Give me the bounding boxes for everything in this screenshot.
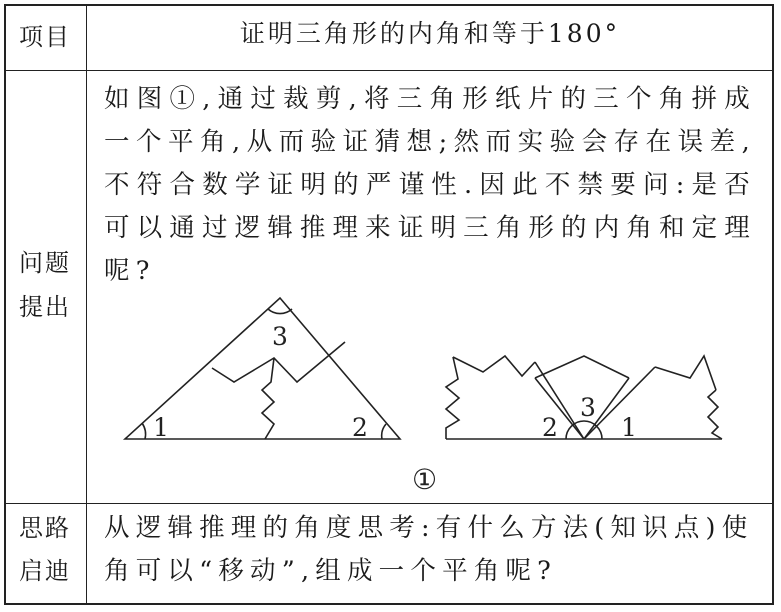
right-angle-1-label: 1 [621, 413, 637, 442]
left-angle-3-label: 3 [272, 322, 288, 351]
right-angle-3-label: 3 [580, 393, 596, 422]
problem-label-line2: 提出 [19, 293, 71, 321]
figure-caption: ① [412, 463, 438, 496]
problem-label-line1: 问题 [19, 249, 71, 277]
right-right-zigzag [708, 390, 722, 439]
header-title: 证明三角形的内角和等于180° [239, 19, 621, 48]
left-cut-zigzag [262, 358, 274, 439]
left-angle3-arc [268, 309, 292, 314]
left-angle2-arc [382, 424, 386, 439]
right-left-top [453, 356, 535, 376]
right-middle-top [535, 356, 629, 378]
right-angle-2-label: 2 [542, 413, 558, 442]
problem-text: 如图①,通过裁剪,将三角形纸片的三个角拼成一个平角,从而验证猜想;然而实验会存在误差,不符合数学证明的严谨性.因此不禁要问:是否可以通过逻辑推理来证明三角形的内角和定理呢? [104, 84, 756, 286]
hint-label-line1: 思路 [19, 514, 71, 542]
hint-label-line2: 启迪 [19, 557, 71, 585]
header-label: 项目 [19, 23, 71, 51]
left-angle1-arc [142, 423, 146, 439]
right-right-top [655, 356, 716, 390]
right-left-zigzag [446, 357, 459, 439]
hint-text: 从逻辑推理的角度思考:有什么方法(知识点)使角可以“移动”,组成一个平角呢? [104, 513, 754, 586]
left-angle-2-label: 2 [352, 413, 368, 442]
left-angle-1-label: 1 [153, 413, 169, 442]
